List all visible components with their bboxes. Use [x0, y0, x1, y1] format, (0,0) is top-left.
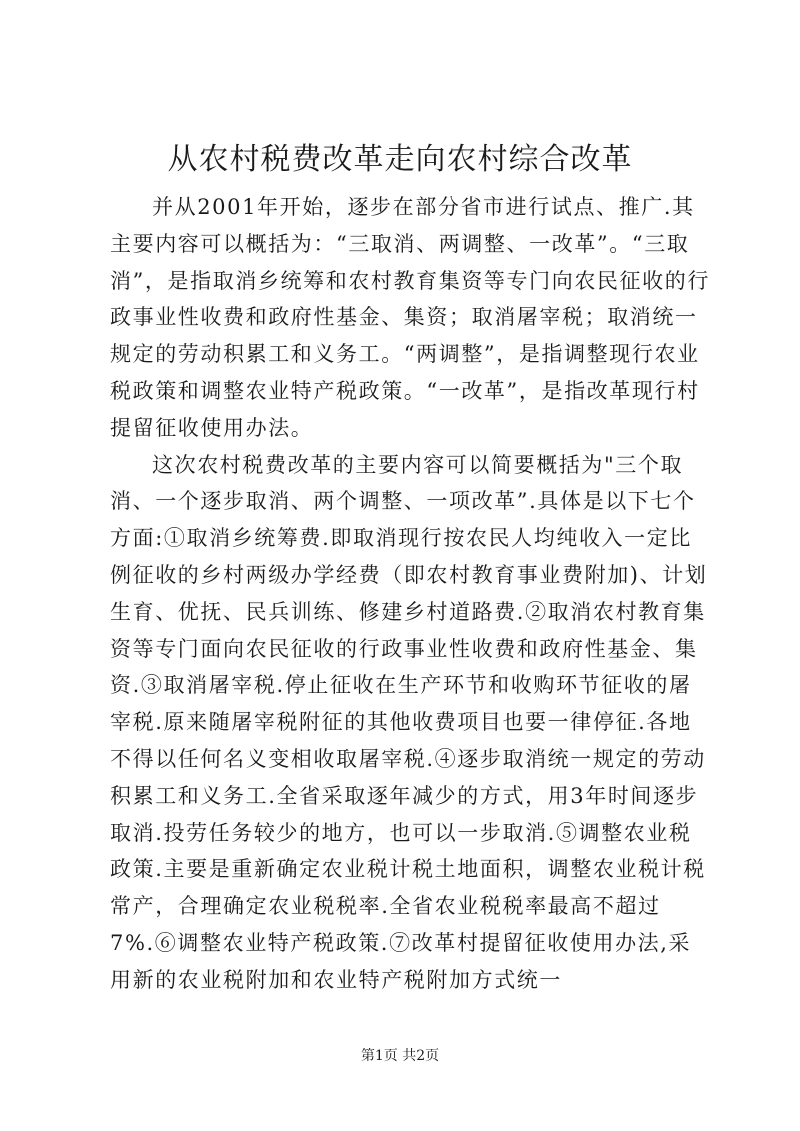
page-title: 从农村税费改革走向农村综合改革 — [167, 142, 633, 177]
page-footer: 第1页 共2页 — [360, 1048, 440, 1064]
paragraph: 并从2001年开始，逐步在部分省市进行试点、推广.其主要内容可以概括为：“三取消、两调整、一改革”。“三取消”，是指取消乡统筹和农村教育集资等专门向农民征收的行政事业性收费和政府性基金、集资；取消屠宰税；取消统一规定的劳动积累工和义务工。“两调整”，是指调整现行农业税政策和调整农业特产税政策。“一改革”，是指改革现行村提留征收使用办法。 — [110, 195, 710, 440]
paragraph: 这次农村税费改革的主要内容可以简要概括为"三个取消、一个逐步取消、两个调整、一项改革”.具体是以下七个方面:①取消乡统筹费.即取消现行按农民人均纯收入一定比例征收的乡村两级办学经费（即农村教育事业费附加)、计划生育、优抚、民兵训练、修建乡村道路费.②取消农村教育集资等专门面向农民征收的行政事业性收费和政府性基金、集资.③取消屠宰税.停止征收在生产环节和收购环节征收的屠宰税.原来随屠宰税附征的其他收费项目也要一律停征.各地不得以任何名义变相收取屠宰税.④逐步取消统一规定的劳动积累工和义务工.全省采取逐年减少的方式，用3年时间逐步取消.投劳任务较少的地方，也可以一步取消.⑤调整农业税政策.主要是重新确定农业税计税土地面积，调整农业税计税常产，合理确定农业税税率.全省农业税税率最高不超过7%.⑥调整农业特产税政策.⑦改革村提留征收使用办法,采用新的农业税附加和农业特产税附加方式统一 — [110, 452, 708, 992]
document-body — [110, 189, 710, 999]
